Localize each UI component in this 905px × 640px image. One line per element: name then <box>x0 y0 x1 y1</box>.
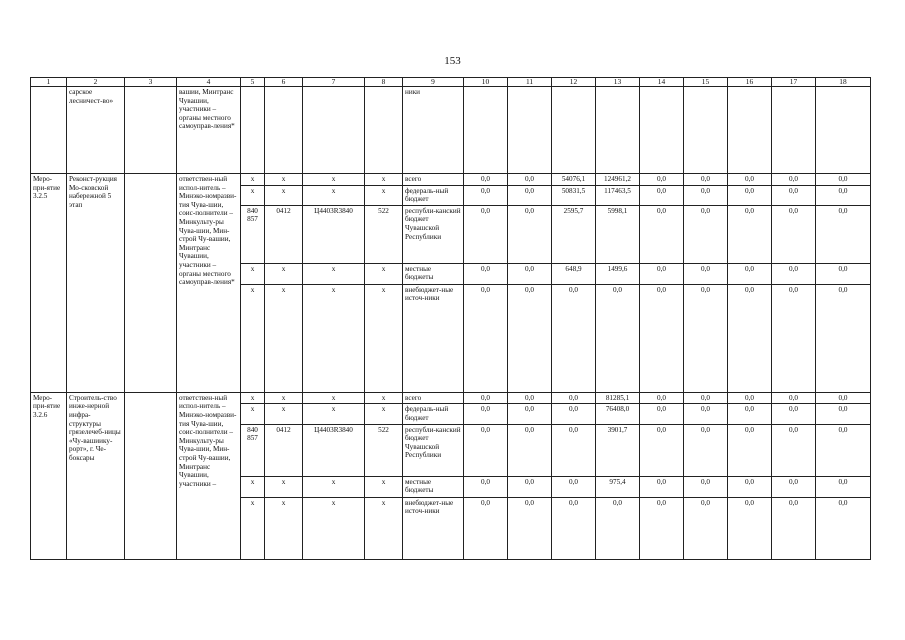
cell-c9: республи-канский бюджет Чувашской Республики <box>403 205 464 263</box>
value-cell: 0,0 <box>728 174 772 186</box>
value-cell: 5998,1 <box>596 205 640 263</box>
value-cell: 0,0 <box>728 404 772 424</box>
cell-c9: внебюджет-ные источ-ники <box>403 497 464 559</box>
cell-c6: х <box>265 185 303 205</box>
cell-c9: республи-канский бюджет Чувашской Республики <box>403 424 464 476</box>
value-cell: 0,0 <box>816 392 871 404</box>
column-header: 12 <box>552 78 596 87</box>
value-cell: 0,0 <box>552 404 596 424</box>
cell-c6: х <box>265 392 303 404</box>
header-row <box>31 78 871 87</box>
value-cell: 0,0 <box>464 263 508 284</box>
value-cell: 0,0 <box>684 424 728 476</box>
cell-c8: х <box>365 185 403 205</box>
page-number: 153 <box>444 55 461 67</box>
value-cell: 0,0 <box>464 497 508 559</box>
value-cell: 0,0 <box>640 205 684 263</box>
value-cell: 0,0 <box>772 404 816 424</box>
value-cell: 0,0 <box>728 205 772 263</box>
cell-c7: х <box>303 263 365 284</box>
block-col3 <box>125 392 177 559</box>
column-header: 16 <box>728 78 772 87</box>
value-cell: 0,0 <box>640 185 684 205</box>
value-cell: 0,0 <box>640 424 684 476</box>
table-row <box>31 174 871 186</box>
value-cell: 0,0 <box>508 284 552 392</box>
block-col2: Реконст-рукция Мо-сковской набережной 5 этап <box>67 174 125 393</box>
column-header: 11 <box>508 78 552 87</box>
value-cell: 0,0 <box>772 476 816 497</box>
cont-col4: вашии, Минтранс Чувашии, участники – органы местного самоуправ-ления* <box>177 87 241 174</box>
value-cell: 0,0 <box>464 404 508 424</box>
value-cell: 0,0 <box>684 174 728 186</box>
value-cell: 0,0 <box>684 263 728 284</box>
cell-c9: федераль-ный бюджет <box>403 185 464 205</box>
cell-c8: х <box>365 174 403 186</box>
value-cell: 0,0 <box>508 263 552 284</box>
value-cell: 0,0 <box>464 392 508 404</box>
cell-c7: х <box>303 185 365 205</box>
value-cell: 0,0 <box>772 263 816 284</box>
column-header: 17 <box>772 78 816 87</box>
column-header: 3 <box>125 78 177 87</box>
column-header: 15 <box>684 78 728 87</box>
value-cell: 0,0 <box>728 263 772 284</box>
column-header: 18 <box>816 78 871 87</box>
value-cell: 0,0 <box>684 476 728 497</box>
value-cell: 0,0 <box>640 284 684 392</box>
column-header: 5 <box>241 78 265 87</box>
column-header: 7 <box>303 78 365 87</box>
cont-col9: ники <box>403 87 464 174</box>
value-cell: 2595,7 <box>552 205 596 263</box>
value-cell: 0,0 <box>464 284 508 392</box>
value-cell: 3901,7 <box>596 424 640 476</box>
cell-c8: х <box>365 476 403 497</box>
cell-c6: х <box>265 174 303 186</box>
cell-c8: 522 <box>365 424 403 476</box>
cell-c8: х <box>365 497 403 559</box>
value-cell: 0,0 <box>816 185 871 205</box>
cell-c7: х <box>303 476 365 497</box>
column-header: 2 <box>67 78 125 87</box>
value-cell: 0,0 <box>684 404 728 424</box>
cell-c5: 840 857 <box>241 205 265 263</box>
cell-c9: местные бюджеты <box>403 476 464 497</box>
cell-c7: Ц4403R3840 <box>303 205 365 263</box>
cell-c7: Ц4403R3840 <box>303 424 365 476</box>
value-cell: 0,0 <box>816 284 871 392</box>
column-header: 9 <box>403 78 464 87</box>
value-cell: 0,0 <box>684 497 728 559</box>
value-cell: 0,0 <box>728 284 772 392</box>
column-header: 8 <box>365 78 403 87</box>
value-cell: 0,0 <box>816 174 871 186</box>
value-cell: 0,0 <box>772 185 816 205</box>
value-cell: 81285,1 <box>596 392 640 404</box>
value-cell: 0,0 <box>728 392 772 404</box>
cell-c7: х <box>303 404 365 424</box>
cell-c9: местные бюджеты <box>403 263 464 284</box>
cell-c6: 0412 <box>265 205 303 263</box>
value-cell: 648,9 <box>552 263 596 284</box>
cell-c6: х <box>265 284 303 392</box>
value-cell: 0,0 <box>684 284 728 392</box>
cell-c5: х <box>241 392 265 404</box>
value-cell: 0,0 <box>464 424 508 476</box>
cell-c6: х <box>265 404 303 424</box>
value-cell: 117463,5 <box>596 185 640 205</box>
value-cell: 1499,6 <box>596 263 640 284</box>
column-header: 14 <box>640 78 684 87</box>
value-cell: 0,0 <box>552 497 596 559</box>
block-col2: Строитель-ство инже-нерной инфра-структуры грязелечеб-ницы «Чу-вашиику-рорт», г. Че-боксары <box>67 392 125 559</box>
cell-c9: федераль-ный бюджет <box>403 404 464 424</box>
cell-c5: х <box>241 284 265 392</box>
value-cell: 0,0 <box>596 497 640 559</box>
cell-c9: внебюджет-ные источ-ники <box>403 284 464 392</box>
block-col1: Меро-при-ятие 3.2.5 <box>31 174 67 393</box>
value-cell: 0,0 <box>684 205 728 263</box>
cell-c6: х <box>265 476 303 497</box>
value-cell: 0,0 <box>508 424 552 476</box>
value-cell: 0,0 <box>508 392 552 404</box>
value-cell: 0,0 <box>464 185 508 205</box>
cell-c6: х <box>265 263 303 284</box>
value-cell: 0,0 <box>728 185 772 205</box>
value-cell: 54076,1 <box>552 174 596 186</box>
column-header: 10 <box>464 78 508 87</box>
value-cell: 0,0 <box>728 424 772 476</box>
value-cell: 0,0 <box>508 205 552 263</box>
cell-c5: х <box>241 404 265 424</box>
value-cell: 0,0 <box>772 174 816 186</box>
value-cell: 0,0 <box>728 497 772 559</box>
value-cell: 0,0 <box>552 284 596 392</box>
value-cell: 0,0 <box>684 185 728 205</box>
value-cell: 0,0 <box>640 263 684 284</box>
value-cell: 0,0 <box>772 392 816 404</box>
cell-c8: х <box>365 404 403 424</box>
value-cell: 0,0 <box>640 174 684 186</box>
value-cell: 0,0 <box>772 284 816 392</box>
cont-col2: сарское лесничест-во» <box>67 87 125 174</box>
value-cell: 124961,2 <box>596 174 640 186</box>
block-col4: ответствен-ный испол-нитель – Минэко-номразви-тия Чува-шии, соис-полнители – Минкульту-ры Чува-шии, Мин-строй Чу-вашии, Минтранс Чувашии, участники – органы местного самоуправ-ления* <box>177 174 241 393</box>
cell-c5: х <box>241 263 265 284</box>
block-col4: ответствен-ный испол-нитель – Минэко-номразви-тия Чува-шии, соис-полнители – Минкульту-ры Чува-шии, Мин-строй Чу-вашии, Минтранс Чувашии, участники – <box>177 392 241 559</box>
block-col1: Меро-при-ятие 3.2.6 <box>31 392 67 559</box>
value-cell: 0,0 <box>816 424 871 476</box>
value-cell: 0,0 <box>816 404 871 424</box>
block-col3 <box>125 174 177 393</box>
cell-c5: 840 857 <box>241 424 265 476</box>
cell-c7: х <box>303 497 365 559</box>
value-cell: 0,0 <box>640 392 684 404</box>
cell-c8: х <box>365 263 403 284</box>
cell-c6: 0412 <box>265 424 303 476</box>
value-cell: 0,0 <box>640 476 684 497</box>
value-cell: 0,0 <box>772 497 816 559</box>
value-cell: 0,0 <box>816 263 871 284</box>
cell-c5: х <box>241 476 265 497</box>
value-cell: 0,0 <box>552 424 596 476</box>
value-cell: 0,0 <box>640 497 684 559</box>
cell-c9: всего <box>403 174 464 186</box>
value-cell: 0,0 <box>552 392 596 404</box>
column-header: 13 <box>596 78 640 87</box>
cell-c5: х <box>241 185 265 205</box>
cell-c5: х <box>241 497 265 559</box>
value-cell: 0,0 <box>816 476 871 497</box>
value-cell: 50831,5 <box>552 185 596 205</box>
value-cell: 0,0 <box>464 476 508 497</box>
value-cell: 0,0 <box>596 284 640 392</box>
value-cell: 0,0 <box>508 174 552 186</box>
value-cell: 0,0 <box>464 174 508 186</box>
cell-c9: всего <box>403 392 464 404</box>
value-cell: 0,0 <box>508 185 552 205</box>
cell-c8: 522 <box>365 205 403 263</box>
column-header: 1 <box>31 78 67 87</box>
value-cell: 0,0 <box>552 476 596 497</box>
cell-c7: х <box>303 392 365 404</box>
value-cell: 0,0 <box>816 205 871 263</box>
value-cell: 0,0 <box>816 497 871 559</box>
value-cell: 0,0 <box>464 205 508 263</box>
value-cell: 0,0 <box>772 424 816 476</box>
cell-c7: х <box>303 284 365 392</box>
cell-c7: х <box>303 174 365 186</box>
value-cell: 76408,0 <box>596 404 640 424</box>
column-header: 6 <box>265 78 303 87</box>
value-cell: 0,0 <box>508 476 552 497</box>
budget-table <box>30 77 871 560</box>
value-cell: 0,0 <box>508 497 552 559</box>
cell-c5: х <box>241 174 265 186</box>
value-cell: 0,0 <box>772 205 816 263</box>
value-cell: 0,0 <box>684 392 728 404</box>
cell-c6: х <box>265 497 303 559</box>
value-cell: 975,4 <box>596 476 640 497</box>
cell-c8: х <box>365 392 403 404</box>
value-cell: 0,0 <box>640 404 684 424</box>
continuation-row <box>31 87 871 174</box>
cell-c8: х <box>365 284 403 392</box>
column-header: 4 <box>177 78 241 87</box>
value-cell: 0,0 <box>728 476 772 497</box>
value-cell: 0,0 <box>508 404 552 424</box>
table-row <box>31 392 871 404</box>
